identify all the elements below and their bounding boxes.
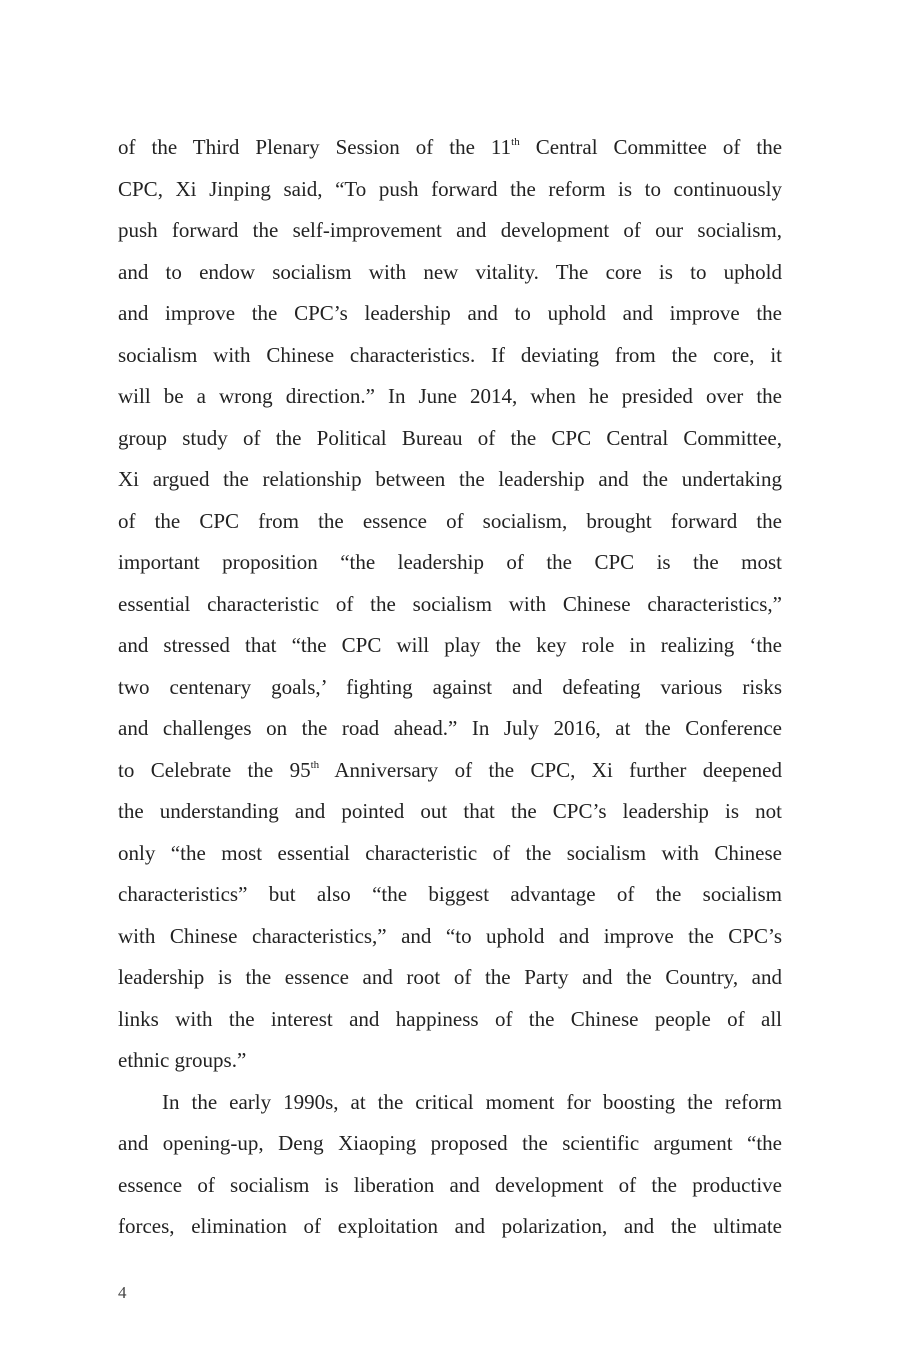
- text-line: group study of the Political Bureau of the CPC Central Committee,: [118, 425, 782, 450]
- text-segment: Central Committee of the: [519, 135, 783, 159]
- body-text: [118, 127, 782, 1248]
- text-line: with Chinese characteristics,” and “to uphold and improve the CPC’s: [118, 923, 782, 948]
- ordinal-suffix: th: [310, 758, 320, 771]
- text-line: and challenges on the road ahead.” In July 2016, at the Conference: [118, 716, 782, 740]
- text-line: will be a wrong direction.” In June 2014, when he presided over the: [118, 384, 782, 408]
- text-line: important proposition “the leadership of the CPC is the most: [118, 550, 782, 574]
- text-line: forces, elimination of exploitation and polarization, and the ultimate: [118, 1214, 782, 1238]
- text-line: leadership is the essence and root of the Party and the Country, and: [118, 965, 782, 989]
- text-line: [118, 750, 782, 792]
- text-line: two centenary goals,’ fighting against and defeating various risks: [118, 674, 782, 699]
- text-line: and to endow socialism with new vitality. The core is to uphold: [118, 259, 782, 284]
- text-line: and stressed that “the CPC will play the key role in realizing ‘the: [118, 633, 782, 657]
- text-line: In the early 1990s, at the critical moment for boosting the reform: [162, 1089, 782, 1114]
- text-line: characteristics” but also “the biggest advantage of the socialism: [118, 882, 782, 906]
- text-line: socialism with Chinese characteristics. If deviating from the core, it: [118, 342, 782, 367]
- text-line: and improve the CPC’s leadership and to uphold and improve the: [118, 301, 782, 325]
- text-line: only “the most essential characteristic of the socialism with Chinese: [118, 840, 782, 865]
- text-line: Xi argued the relationship between the leadership and the undertaking: [118, 467, 782, 491]
- text-line: and opening-up, Deng Xiaoping proposed the scientific argument “the: [118, 1131, 782, 1155]
- paragraph-1: [118, 127, 782, 1082]
- text-segment: of the Third Plenary Session of the 11: [118, 135, 512, 159]
- text-segment: to Celebrate the 95: [118, 757, 311, 782]
- paragraph-2: [118, 1082, 782, 1248]
- text-line: the understanding and pointed out that the CPC’s leadership is not: [118, 799, 782, 823]
- ordinal-suffix: th: [511, 136, 520, 148]
- page-number: 4: [118, 1283, 127, 1302]
- text-line: of the CPC from the essence of socialism, brought forward the: [118, 508, 782, 533]
- text-line: push forward the self-improvement and development of our socialism,: [118, 218, 782, 242]
- text-line: essential characteristic of the socialism with Chinese characteristics,”: [118, 591, 782, 616]
- text-line: CPC, Xi Jinping said, “To push forward the reform is to continuously: [118, 176, 782, 201]
- text-segment: Anniversary of the CPC, Xi further deepened: [319, 757, 782, 782]
- text-line: links with the interest and happiness of the Chinese people of all: [118, 1006, 782, 1031]
- text-line: essence of socialism is liberation and development of the productive: [118, 1172, 782, 1197]
- text-line: ethnic groups.”: [118, 1048, 247, 1072]
- text-line: [118, 127, 782, 169]
